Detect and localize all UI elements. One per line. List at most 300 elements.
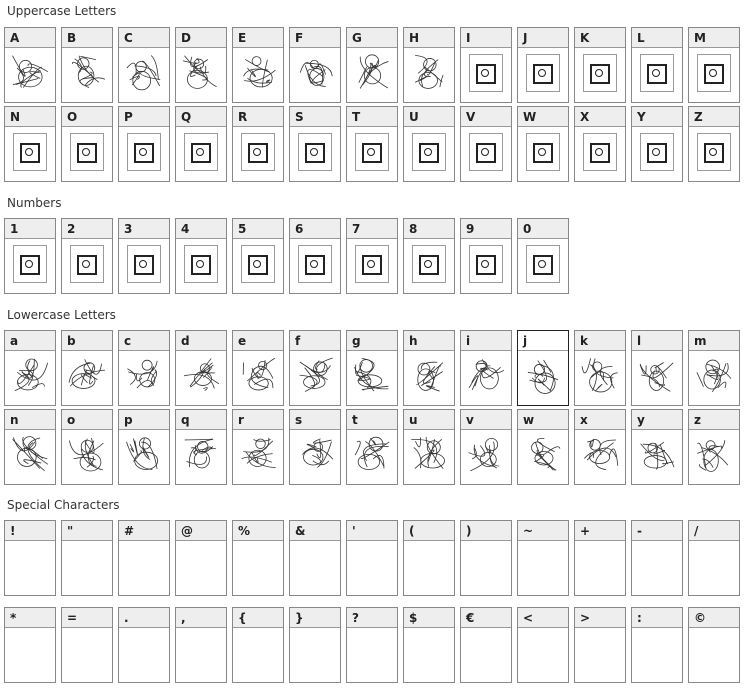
glyph-preview [632, 48, 682, 96]
glyph-label: ) [461, 521, 511, 541]
glyph-preview [575, 541, 625, 593]
missing-glyph-icon [526, 133, 560, 171]
glyph-preview [176, 541, 226, 593]
glyph-label: h [404, 331, 454, 351]
dragon-illustration-icon [236, 433, 280, 475]
dragon-illustration-icon [8, 433, 52, 475]
glyph-preview [404, 127, 454, 175]
glyph-label: X [575, 107, 625, 127]
glyph-preview [5, 430, 55, 478]
glyph-label: c [119, 331, 169, 351]
glyph-label: d [176, 331, 226, 351]
dragon-illustration-icon [692, 433, 736, 475]
glyph-label: l [632, 331, 682, 351]
glyph-label: C [119, 28, 169, 48]
glyph-preview [689, 48, 739, 96]
glyph-preview [347, 541, 397, 593]
dragon-illustration-icon [464, 433, 508, 475]
glyph-preview [233, 127, 283, 175]
glyph-label: w [518, 410, 568, 430]
glyph-cell[interactable] [346, 520, 398, 596]
glyph-label: L [632, 28, 682, 48]
glyph-label: a [5, 331, 55, 351]
missing-glyph-icon [640, 133, 674, 171]
glyph-cell[interactable] [4, 27, 56, 103]
glyph-cell[interactable] [574, 409, 626, 485]
glyph-cell[interactable] [460, 409, 512, 485]
glyph-cell[interactable] [4, 520, 56, 596]
glyph-preview [290, 430, 340, 478]
glyph-preview [632, 430, 682, 478]
glyph-label: b [62, 331, 112, 351]
dragon-illustration-icon [578, 354, 622, 396]
dragon-illustration-icon [578, 433, 622, 475]
glyph-preview [575, 628, 625, 680]
glyph-cell[interactable] [175, 409, 227, 485]
glyph-preview [62, 48, 112, 96]
glyph-preview [461, 48, 511, 96]
glyph-cell[interactable] [460, 520, 512, 596]
glyph-label: ! [5, 521, 55, 541]
glyph-label: z [689, 410, 739, 430]
glyph-cell[interactable] [346, 27, 398, 103]
glyph-cell[interactable] [61, 330, 113, 406]
glyph-cell[interactable] [175, 218, 227, 294]
glyph-cell[interactable] [289, 27, 341, 103]
glyph-label: K [575, 28, 625, 48]
glyph-label: V [461, 107, 511, 127]
glyph-label: : [632, 608, 682, 628]
missing-glyph-icon [355, 245, 389, 283]
glyph-cell[interactable] [175, 330, 227, 406]
missing-glyph-icon [184, 133, 218, 171]
glyph-cell[interactable] [460, 607, 512, 683]
glyph-label: } [290, 608, 340, 628]
glyph-cell[interactable] [631, 27, 683, 103]
glyph-cell[interactable] [118, 330, 170, 406]
glyph-preview [176, 127, 226, 175]
glyph-preview [404, 628, 454, 680]
section-title: Numbers [7, 196, 62, 210]
dragon-illustration-icon [407, 433, 451, 475]
glyph-label: € [461, 608, 511, 628]
missing-glyph-icon [583, 54, 617, 92]
glyph-cell[interactable] [403, 27, 455, 103]
dragon-illustration-icon [407, 354, 451, 396]
dragon-illustration-icon [65, 354, 109, 396]
glyph-label: p [119, 410, 169, 430]
glyph-cell[interactable] [61, 520, 113, 596]
glyph-preview [119, 628, 169, 680]
glyph-label: $ [404, 608, 454, 628]
glyph-preview [575, 351, 625, 399]
glyph-label: > [575, 608, 625, 628]
glyph-cell[interactable] [631, 106, 683, 182]
glyph-cell[interactable] [460, 106, 512, 182]
glyph-preview [5, 127, 55, 175]
glyph-label: n [5, 410, 55, 430]
glyph-label: 3 [119, 219, 169, 239]
glyph-preview [461, 628, 511, 680]
glyph-cell[interactable] [118, 520, 170, 596]
missing-glyph-icon [469, 245, 503, 283]
section-title: Special Characters [7, 498, 120, 512]
glyph-preview [5, 48, 55, 96]
glyph-cell[interactable] [4, 409, 56, 485]
missing-glyph-icon [298, 245, 332, 283]
glyph-label: x [575, 410, 625, 430]
dragon-illustration-icon [122, 51, 166, 93]
dragon-illustration-icon [122, 354, 166, 396]
glyph-label: N [5, 107, 55, 127]
missing-glyph-icon [412, 133, 446, 171]
glyph-preview [347, 239, 397, 287]
glyph-label: o [62, 410, 112, 430]
glyph-label: 5 [233, 219, 283, 239]
glyph-preview [518, 351, 568, 399]
glyph-preview [518, 48, 568, 96]
glyph-label: I [461, 28, 511, 48]
glyph-label: E [233, 28, 283, 48]
glyph-label: 1 [5, 219, 55, 239]
missing-glyph-icon [697, 54, 731, 92]
glyph-label: y [632, 410, 682, 430]
glyph-label: v [461, 410, 511, 430]
glyph-label: , [176, 608, 226, 628]
glyph-cell[interactable] [4, 607, 56, 683]
glyph-label: B [62, 28, 112, 48]
glyph-cell[interactable] [688, 106, 740, 182]
glyph-preview [176, 430, 226, 478]
dragon-illustration-icon [635, 433, 679, 475]
glyph-label: H [404, 28, 454, 48]
glyph-preview [689, 351, 739, 399]
dragon-illustration-icon [350, 51, 394, 93]
dragon-illustration-icon [521, 354, 565, 396]
glyph-cell[interactable] [118, 106, 170, 182]
glyph-label: s [290, 410, 340, 430]
glyph-cell[interactable] [289, 330, 341, 406]
glyph-label: " [62, 521, 112, 541]
glyph-preview [119, 127, 169, 175]
glyph-cell[interactable] [4, 106, 56, 182]
glyph-cell[interactable] [232, 330, 284, 406]
glyph-preview [404, 351, 454, 399]
glyph-preview [347, 351, 397, 399]
glyph-cell[interactable] [289, 106, 341, 182]
glyph-preview [233, 430, 283, 478]
glyph-cell[interactable] [403, 106, 455, 182]
glyph-label: f [290, 331, 340, 351]
glyph-preview [233, 541, 283, 593]
glyph-label: ( [404, 521, 454, 541]
glyph-cell[interactable] [346, 106, 398, 182]
glyph-preview [689, 430, 739, 478]
glyph-preview [518, 628, 568, 680]
glyph-cell[interactable] [346, 409, 398, 485]
glyph-cell[interactable] [4, 330, 56, 406]
glyph-preview [518, 541, 568, 593]
glyph-cell[interactable] [574, 330, 626, 406]
glyph-preview [290, 239, 340, 287]
glyph-preview [290, 127, 340, 175]
glyph-label: P [119, 107, 169, 127]
glyph-preview [176, 351, 226, 399]
glyph-preview [5, 541, 55, 593]
glyph-label: O [62, 107, 112, 127]
glyph-cell[interactable] [289, 218, 341, 294]
glyph-label: & [290, 521, 340, 541]
glyph-cell[interactable] [574, 520, 626, 596]
glyph-cell[interactable] [232, 27, 284, 103]
glyph-cell[interactable] [61, 607, 113, 683]
glyph-cell[interactable] [118, 27, 170, 103]
glyph-preview [404, 541, 454, 593]
glyph-label: % [233, 521, 283, 541]
glyph-label: 2 [62, 219, 112, 239]
glyph-preview [290, 48, 340, 96]
glyph-preview [290, 628, 340, 680]
glyph-label: i [461, 331, 511, 351]
glyph-cell[interactable] [631, 330, 683, 406]
glyph-cell[interactable] [688, 409, 740, 485]
glyph-label: A [5, 28, 55, 48]
glyph-preview [62, 541, 112, 593]
glyph-cell[interactable] [118, 218, 170, 294]
glyph-cell[interactable] [517, 330, 569, 406]
glyph-cell[interactable] [631, 607, 683, 683]
glyph-label: q [176, 410, 226, 430]
missing-glyph-icon [241, 133, 275, 171]
missing-glyph-icon [526, 54, 560, 92]
missing-glyph-icon [412, 245, 446, 283]
glyph-preview [689, 541, 739, 593]
glyph-preview [632, 541, 682, 593]
missing-glyph-icon [184, 245, 218, 283]
glyph-cell[interactable] [460, 330, 512, 406]
glyph-cell[interactable] [460, 27, 512, 103]
glyph-label: { [233, 608, 283, 628]
glyph-cell[interactable] [688, 520, 740, 596]
glyph-cell[interactable] [688, 607, 740, 683]
glyph-label: t [347, 410, 397, 430]
missing-glyph-icon [13, 133, 47, 171]
glyph-cell[interactable] [574, 27, 626, 103]
glyph-cell[interactable] [403, 409, 455, 485]
glyph-cell[interactable] [232, 520, 284, 596]
glyph-label: ? [347, 608, 397, 628]
dragon-illustration-icon [521, 433, 565, 475]
glyph-cell[interactable] [118, 607, 170, 683]
glyph-label: 6 [290, 219, 340, 239]
glyph-cell[interactable] [289, 409, 341, 485]
glyph-cell[interactable] [517, 409, 569, 485]
glyph-label: T [347, 107, 397, 127]
glyph-preview [404, 430, 454, 478]
glyph-preview [233, 351, 283, 399]
glyph-label: R [233, 107, 283, 127]
glyph-cell[interactable] [175, 27, 227, 103]
glyph-cell[interactable] [289, 520, 341, 596]
glyph-preview [5, 628, 55, 680]
glyph-preview [461, 127, 511, 175]
glyph-preview [290, 351, 340, 399]
glyph-label: @ [176, 521, 226, 541]
glyph-preview [575, 48, 625, 96]
glyph-cell[interactable] [61, 409, 113, 485]
glyph-preview [575, 430, 625, 478]
glyph-preview [176, 628, 226, 680]
glyph-label: r [233, 410, 283, 430]
section-title: Uppercase Letters [7, 4, 117, 18]
glyph-cell[interactable] [232, 607, 284, 683]
dragon-illustration-icon [8, 51, 52, 93]
glyph-cell[interactable] [517, 27, 569, 103]
dragon-illustration-icon [692, 354, 736, 396]
glyph-cell[interactable] [517, 607, 569, 683]
dragon-illustration-icon [293, 433, 337, 475]
glyph-cell[interactable] [403, 218, 455, 294]
dragon-illustration-icon [236, 354, 280, 396]
glyph-label: ' [347, 521, 397, 541]
glyph-label: 7 [347, 219, 397, 239]
glyph-preview [347, 127, 397, 175]
glyph-cell[interactable] [574, 106, 626, 182]
glyph-cell[interactable] [631, 520, 683, 596]
glyph-cell[interactable] [61, 27, 113, 103]
glyph-label: W [518, 107, 568, 127]
glyph-preview [461, 239, 511, 287]
glyph-cell[interactable] [175, 106, 227, 182]
dragon-illustration-icon [236, 51, 280, 93]
glyph-label: © [689, 608, 739, 628]
dragon-illustration-icon [293, 354, 337, 396]
glyph-preview [290, 541, 340, 593]
glyph-label: M [689, 28, 739, 48]
glyph-preview [518, 239, 568, 287]
glyph-cell[interactable] [118, 409, 170, 485]
glyph-preview [347, 628, 397, 680]
glyph-cell[interactable] [4, 218, 56, 294]
glyph-cell[interactable] [517, 106, 569, 182]
glyph-preview [62, 351, 112, 399]
glyph-cell[interactable] [346, 218, 398, 294]
glyph-preview [632, 628, 682, 680]
glyph-preview [233, 48, 283, 96]
missing-glyph-icon [298, 133, 332, 171]
dragon-illustration-icon [65, 51, 109, 93]
glyph-cell[interactable] [232, 106, 284, 182]
glyph-cell[interactable] [175, 520, 227, 596]
missing-glyph-icon [127, 245, 161, 283]
dragon-illustration-icon [65, 433, 109, 475]
glyph-cell[interactable] [61, 106, 113, 182]
glyph-label: D [176, 28, 226, 48]
glyph-preview [119, 239, 169, 287]
glyph-label: - [632, 521, 682, 541]
missing-glyph-icon [70, 133, 104, 171]
glyph-label: Z [689, 107, 739, 127]
dragon-illustration-icon [464, 354, 508, 396]
glyph-cell[interactable] [403, 607, 455, 683]
glyph-label: F [290, 28, 340, 48]
glyph-preview [119, 541, 169, 593]
glyph-label: G [347, 28, 397, 48]
glyph-cell[interactable] [517, 218, 569, 294]
glyph-label: = [62, 608, 112, 628]
glyph-preview [119, 48, 169, 96]
glyph-cell[interactable] [289, 607, 341, 683]
glyph-label: j [518, 331, 568, 351]
glyph-preview [404, 48, 454, 96]
glyph-cell[interactable] [688, 330, 740, 406]
missing-glyph-icon [640, 54, 674, 92]
dragon-illustration-icon [635, 354, 679, 396]
glyph-cell[interactable] [346, 330, 398, 406]
glyph-label: # [119, 521, 169, 541]
glyph-cell[interactable] [403, 330, 455, 406]
glyph-label: 8 [404, 219, 454, 239]
dragon-illustration-icon [179, 354, 223, 396]
dragon-illustration-icon [407, 51, 451, 93]
glyph-preview [632, 127, 682, 175]
glyph-preview [404, 239, 454, 287]
glyph-label: J [518, 28, 568, 48]
glyph-preview [62, 239, 112, 287]
missing-glyph-icon [469, 133, 503, 171]
glyph-cell[interactable] [232, 409, 284, 485]
section-title: Lowercase Letters [7, 308, 116, 322]
glyph-label: < [518, 608, 568, 628]
glyph-label: g [347, 331, 397, 351]
glyph-label: S [290, 107, 340, 127]
glyph-label: ~ [518, 521, 568, 541]
glyph-cell[interactable] [346, 607, 398, 683]
dragon-illustration-icon [122, 433, 166, 475]
glyph-preview [632, 351, 682, 399]
glyph-label: 4 [176, 219, 226, 239]
glyph-preview [347, 48, 397, 96]
missing-glyph-icon [583, 133, 617, 171]
glyph-label: + [575, 521, 625, 541]
glyph-preview [176, 48, 226, 96]
dragon-illustration-icon [8, 354, 52, 396]
glyph-label: 0 [518, 219, 568, 239]
glyph-cell[interactable] [517, 520, 569, 596]
glyph-cell[interactable] [631, 409, 683, 485]
glyph-cell[interactable] [175, 607, 227, 683]
dragon-illustration-icon [293, 51, 337, 93]
glyph-label: 9 [461, 219, 511, 239]
glyph-cell[interactable] [460, 218, 512, 294]
glyph-cell[interactable] [61, 218, 113, 294]
glyph-cell[interactable] [574, 607, 626, 683]
glyph-cell[interactable] [688, 27, 740, 103]
glyph-preview [62, 628, 112, 680]
glyph-cell[interactable] [403, 520, 455, 596]
glyph-preview [689, 127, 739, 175]
missing-glyph-icon [355, 133, 389, 171]
glyph-cell[interactable] [232, 218, 284, 294]
glyph-preview [119, 430, 169, 478]
glyph-label: Y [632, 107, 682, 127]
glyph-label: U [404, 107, 454, 127]
glyph-preview [233, 239, 283, 287]
glyph-preview [461, 430, 511, 478]
glyph-preview [518, 430, 568, 478]
glyph-preview [461, 541, 511, 593]
glyph-label: k [575, 331, 625, 351]
